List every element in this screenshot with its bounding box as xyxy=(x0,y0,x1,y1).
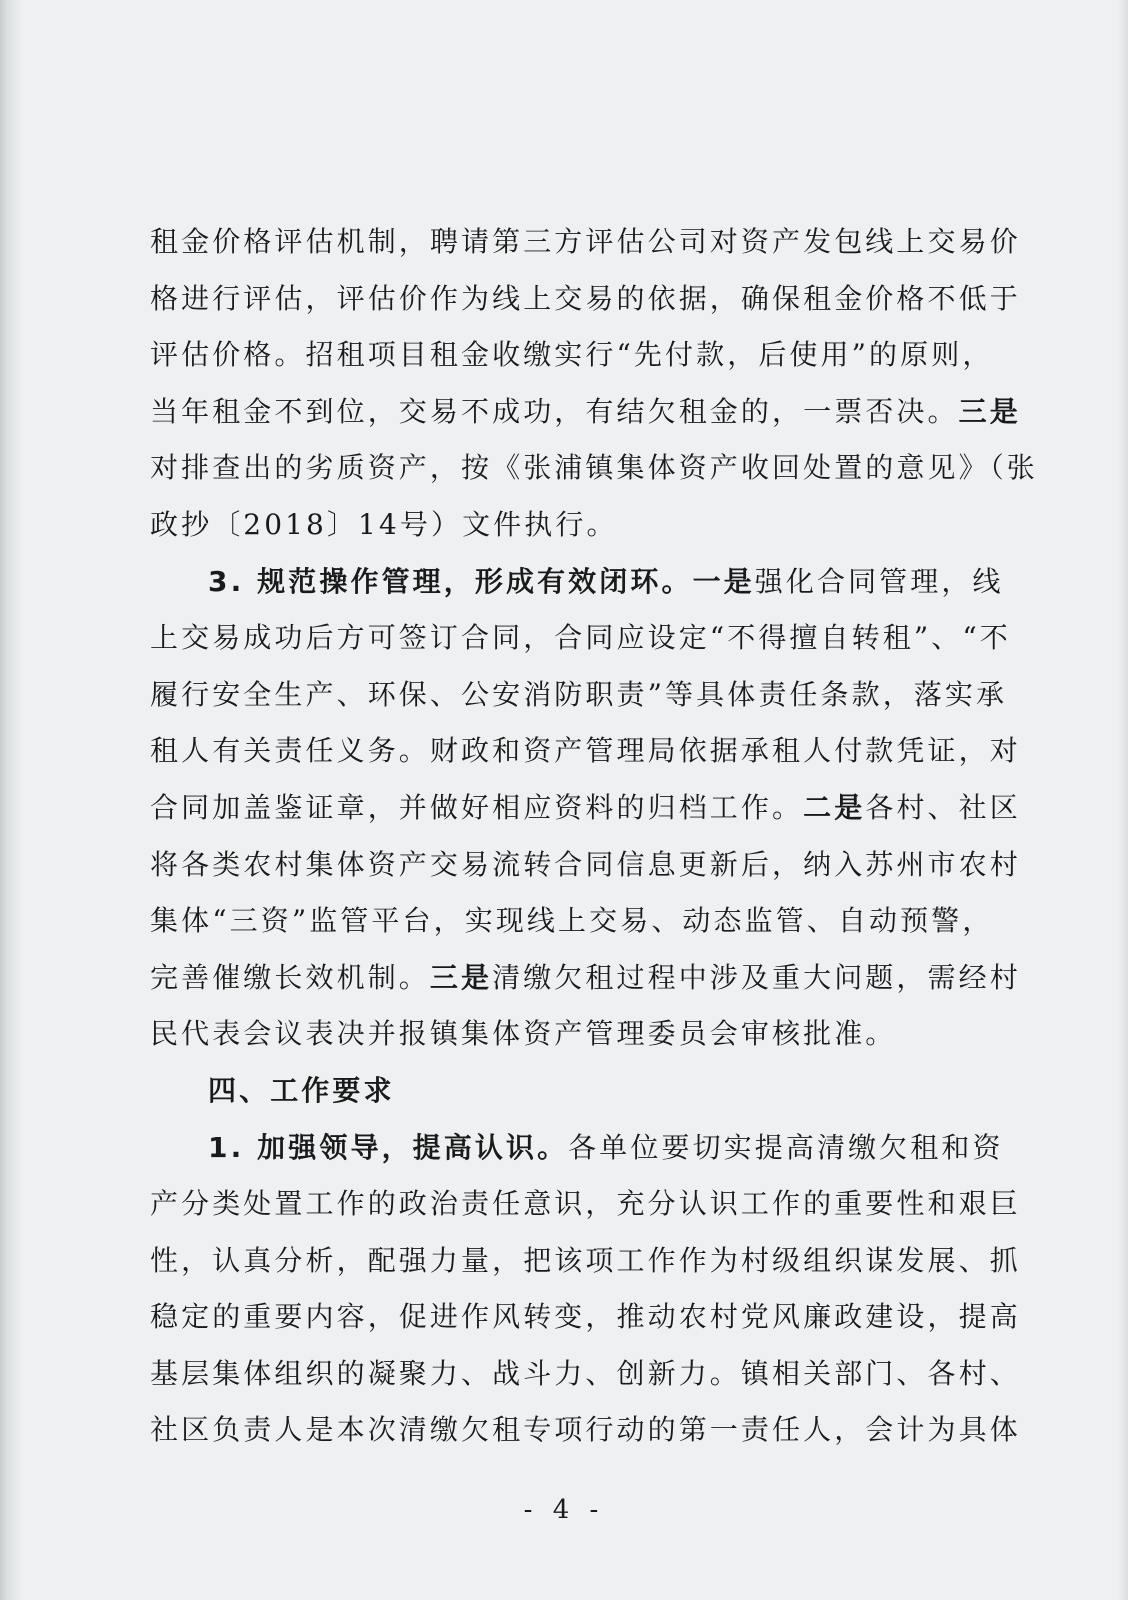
text-line: 性，认真分析，配强力量，把该项工作作为村级组织谋发展、抓 xyxy=(150,1243,1021,1277)
scan-shadow-left xyxy=(0,0,22,1600)
bold-lead-one: 一是 xyxy=(692,564,755,598)
text-line: 上交易成功后方可签订合同，合同应设定“不得擅自转租”、“不 xyxy=(150,621,1011,655)
text-line: 社区负责人是本次清缴欠租专项行动的第一责任人，会计为具体 xyxy=(150,1413,1021,1447)
subheading-1: 1. 加强领导，提高认识。 xyxy=(208,1130,569,1164)
text-line: 履行安全生产、环保、公安消防职责”等具体责任条款，落实承 xyxy=(150,677,1008,711)
text-line-part: 当年租金不到位，交易不成功，有结欠租金的，一票否决。 xyxy=(150,394,959,428)
text-line-part: 各村、社区 xyxy=(865,790,1021,824)
bold-lead-three: 三是 xyxy=(958,394,1021,428)
text-line: 将各类农村集体资产交易流转合同信息更新后，纳入苏州市农村 xyxy=(150,847,1021,881)
text-line: 租金价格评估机制，聘请第三方评估公司对资产发包线上交易价 xyxy=(150,225,1021,258)
text-line: 对排查出的劣质资产，按《张浦镇集体资产收回处置的意见》（张 xyxy=(150,451,1038,485)
text-line-part: 各单位要切实提高清缴欠租和资 xyxy=(568,1130,1004,1164)
text-line: 民代表会议表决并报镇集体资产管理委员会审核批准。 xyxy=(150,1017,897,1051)
page-number: - 4 - xyxy=(523,1495,605,1525)
subheading-3: 3. 规范操作管理，形成有效闭环。 xyxy=(208,564,693,598)
paragraph-standardize-operation xyxy=(150,554,1021,1063)
text-line: 基层集体组织的凝聚力、战斗力、创新力。镇相关部门、各村、 xyxy=(150,1356,1021,1390)
text-line: 评估价格。招租项目租金收缴实行“先付款，后使用”的原则， xyxy=(150,338,994,372)
text-line: 格进行评估，评估价作为线上交易的依据，确保租金价格不低于 xyxy=(150,281,1021,315)
text-line xyxy=(150,780,1021,837)
section-heading-work-requirements: 四、工作要求 xyxy=(208,1073,395,1107)
text-line xyxy=(150,384,1021,441)
text-line: 产分类处置工作的政治责任意识，充分认识工作的重要性和艰巨 xyxy=(150,1187,1021,1221)
document-page xyxy=(150,214,1038,1459)
text-line xyxy=(150,554,1004,611)
text-line: 政抄〔2018〕14号）文件执行。 xyxy=(150,507,618,541)
bold-lead-three: 三是 xyxy=(429,960,493,994)
text-line-part: 强化合同管理，线 xyxy=(754,564,1004,598)
text-line: 稳定的重要内容，促进作风转变，推动农村党风廉政建设，提高 xyxy=(150,1300,1021,1334)
text-line-part: 完善催缴长效机制。 xyxy=(150,960,430,994)
paragraph-rent-evaluation xyxy=(150,214,1038,554)
text-line-part: 清缴欠租过程中涉及重大问题，需经村 xyxy=(492,960,1021,994)
text-line: 集体“三资”监管平台，实现线上交易、动态监管、自动预警， xyxy=(150,904,994,938)
text-line xyxy=(150,1120,1004,1177)
paragraph-strengthen-leadership xyxy=(150,1120,1021,1460)
scan-shadow-right xyxy=(1118,0,1128,1600)
text-line xyxy=(150,950,1021,1007)
text-line: 租人有关责任义务。财政和资产管理局依据承租人付款凭证，对 xyxy=(150,734,1021,768)
text-line-part: 合同加盖鉴证章，并做好相应资料的归档工作。 xyxy=(150,790,804,824)
bold-lead-two: 二是 xyxy=(803,790,866,824)
